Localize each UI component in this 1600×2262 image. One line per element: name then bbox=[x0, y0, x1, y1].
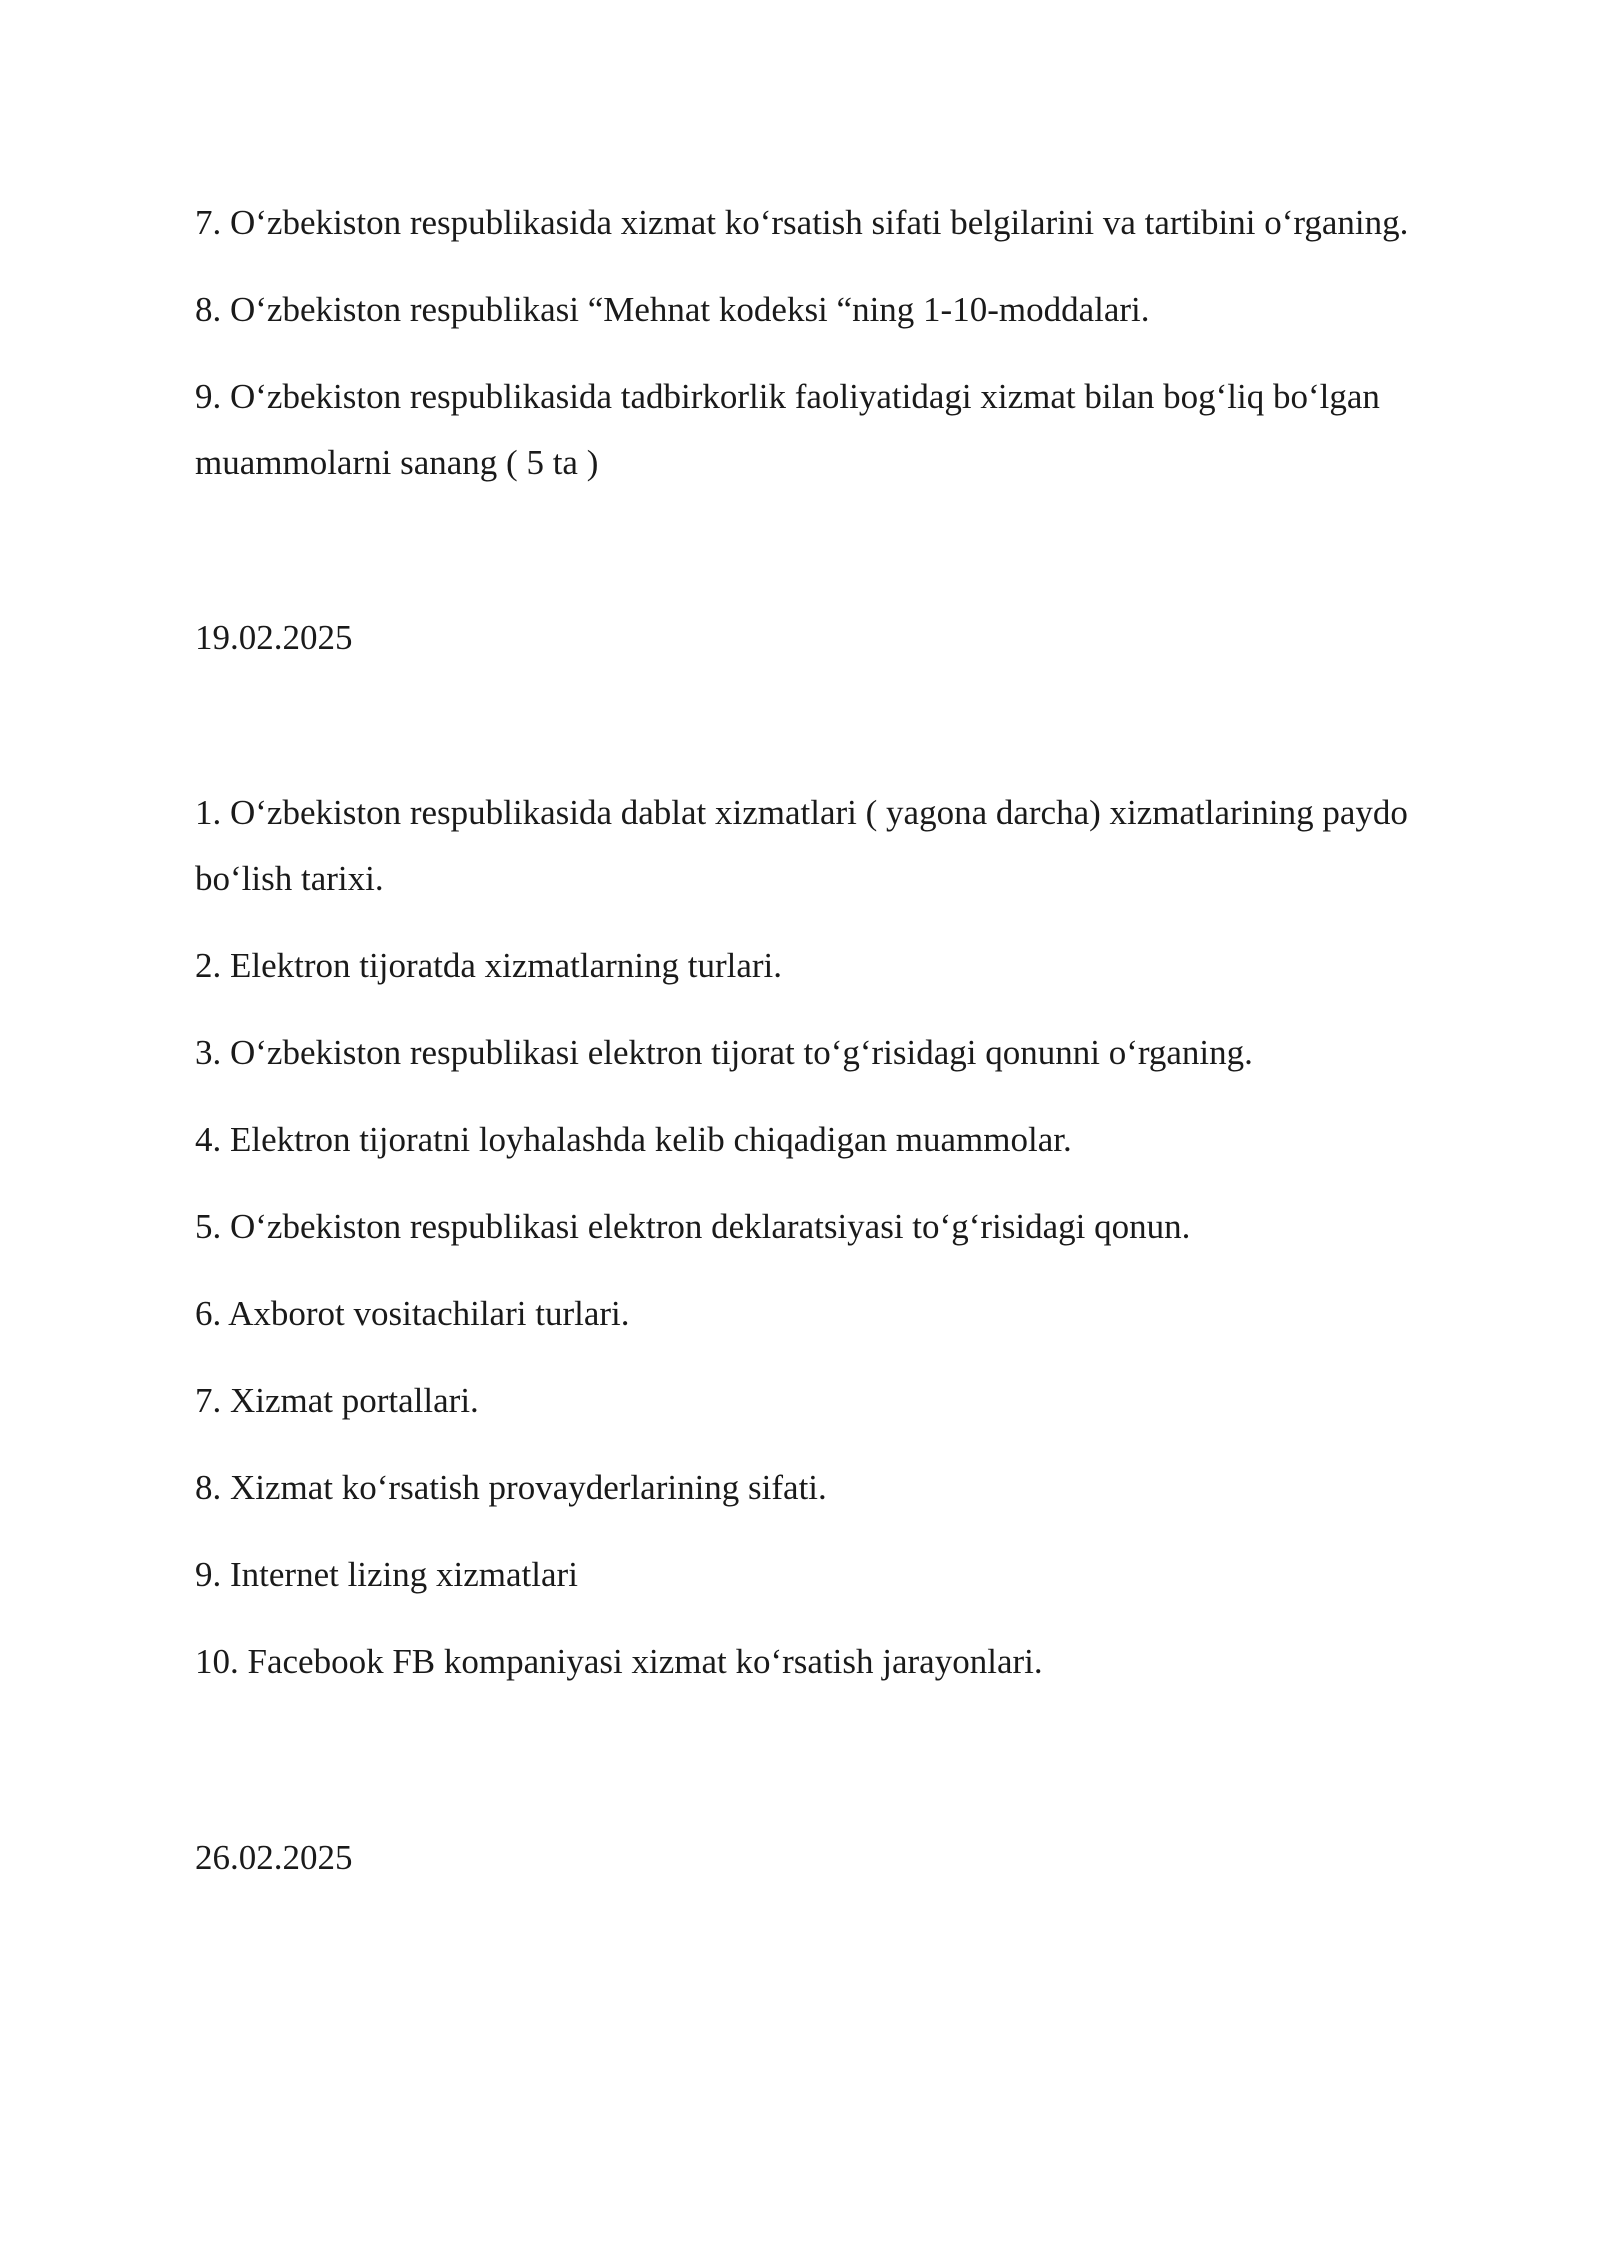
list-item: 1. O‘zbekiston respublikasida dablat xizmatlari ( yagona darcha) xizmatlarining paydo bo‘lish tarixi. bbox=[195, 793, 1408, 898]
spacer bbox=[195, 1716, 1425, 1825]
list-item: 8. O‘zbekiston respublikasi “Mehnat kodeksi “ning 1-10-moddalari. bbox=[195, 290, 1150, 329]
spacer bbox=[195, 517, 1425, 605]
list-item: 7. O‘zbekiston respublikasida xizmat ko‘rsatish sifati belgilarini va tartibini o‘rganing. bbox=[195, 203, 1409, 242]
list-item: 9. O‘zbekiston respublikasida tadbirkorlik faoliyatidagi xizmat bilan bog‘liq bo‘lgan muammolarni sanang ( 5 ta ) bbox=[195, 377, 1380, 482]
list-item: 8. Xizmat ko‘rsatish provayderlarining sifati. bbox=[195, 1468, 827, 1507]
list-item: 4. Elektron tijoratni loyhalashda kelib chiqadigan muammolar. bbox=[195, 1120, 1072, 1159]
spacer bbox=[195, 671, 1425, 780]
list-item: 5. O‘zbekiston respublikasi elektron deklaratsiyasi to‘g‘risidagi qonun. bbox=[195, 1207, 1191, 1246]
list-item: 3. O‘zbekiston respublikasi elektron tijorat to‘g‘risidagi qonunni o‘rganing. bbox=[195, 1033, 1253, 1072]
date-heading: 26.02.2025 bbox=[195, 1838, 353, 1877]
list-item: 2. Elektron tijoratda xizmatlarning turlari. bbox=[195, 946, 783, 985]
list-item: 9. Internet lizing xizmatlari bbox=[195, 1555, 578, 1594]
list-item: 6. Axborot vositachilari turlari. bbox=[195, 1294, 630, 1333]
document-body bbox=[195, 190, 1425, 1891]
date-heading: 19.02.2025 bbox=[195, 618, 353, 657]
list-item: 10. Facebook FB kompaniyasi xizmat ko‘rsatish jarayonlari. bbox=[195, 1642, 1043, 1681]
list-item: 7. Xizmat portallari. bbox=[195, 1381, 479, 1420]
